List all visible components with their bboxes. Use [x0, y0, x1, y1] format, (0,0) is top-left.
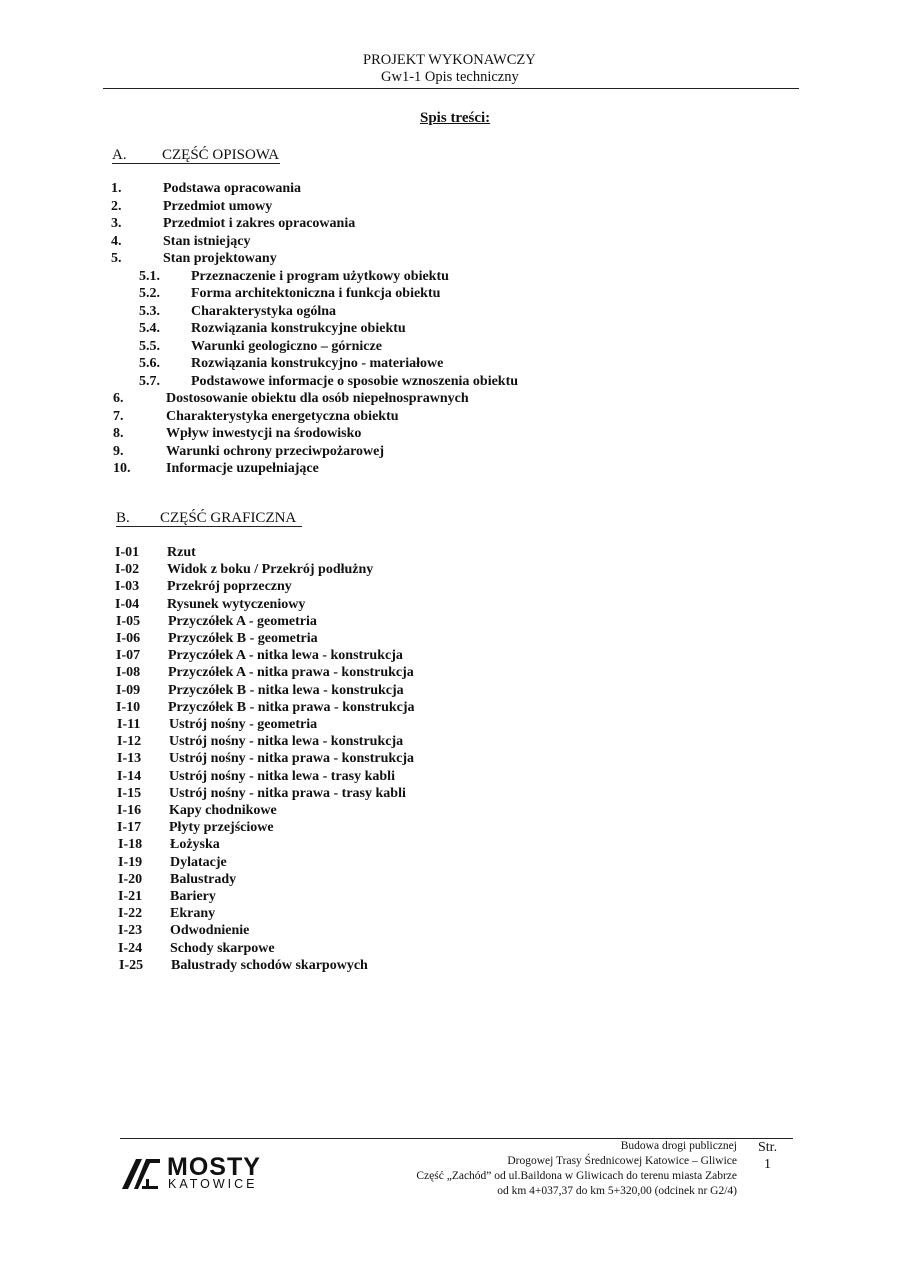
- footer-line: Drogowej Trasy Średnicowej Katowice – Gliwice: [507, 1155, 737, 1167]
- toc-item-number: 5.: [111, 251, 122, 266]
- document-title: PROJEKT WYKONAWCZY: [363, 52, 536, 68]
- toc-item-title: Rozwiązania konstrukcyjno - materiałowe: [191, 356, 444, 371]
- drawing-number: I-09: [116, 683, 141, 698]
- drawing-number: I-25: [119, 958, 144, 973]
- drawing-title: Przyczółek B - nitka prawa - konstrukcja: [168, 700, 415, 715]
- drawing-title: Odwodnienie: [170, 923, 250, 938]
- footer-project-info: [416, 1139, 737, 1199]
- drawing-title: Przekrój poprzeczny: [167, 579, 292, 594]
- toc-item-number: 2.: [111, 199, 122, 214]
- drawing-number: I-23: [118, 923, 143, 938]
- drawing-number: I-06: [116, 631, 141, 646]
- footer-line: od km 4+037,37 do km 5+320,00 (odcinek nr G2/4): [497, 1185, 737, 1197]
- drawing-number: I-13: [117, 751, 142, 766]
- toc-item-title: Rozwiązania konstrukcyjne obiektu: [191, 321, 406, 336]
- toc-item-number: 5.7.: [139, 374, 160, 389]
- drawing-number: I-03: [115, 579, 140, 594]
- toc-item-number: 1.: [111, 181, 122, 196]
- drawing-number: I-15: [117, 786, 142, 801]
- drawing-title: Kapy chodnikowe: [169, 803, 277, 818]
- toc-item-number: 5.4.: [139, 321, 160, 336]
- drawing-number: I-17: [117, 820, 142, 835]
- toc-item-title: Dostosowanie obiektu dla osób niepełnosprawnych: [166, 391, 469, 406]
- company-logo: [120, 1153, 270, 1193]
- toc-item-title: Warunki geologiczno – górnicze: [191, 339, 382, 354]
- drawing-number: I-24: [118, 941, 143, 956]
- drawing-title: Dylatacje: [170, 855, 227, 870]
- toc-item-title: Forma architektoniczna i funkcja obiektu: [191, 286, 441, 301]
- drawing-number: I-01: [115, 545, 140, 560]
- drawing-title: Balustrady schodów skarpowych: [171, 958, 368, 973]
- drawing-title: Ustrój nośny - nitka lewa - trasy kabli: [169, 769, 395, 784]
- toc-item-title: Charakterystyka energetyczna obiektu: [166, 409, 399, 424]
- drawing-title: Przyczółek A - geometria: [168, 614, 317, 629]
- drawing-title: Rzut: [167, 545, 196, 560]
- toc-item-title: Stan projektowany: [163, 251, 277, 266]
- drawing-title: Przyczółek A - nitka lewa - konstrukcja: [168, 648, 403, 663]
- toc-item-number: 9.: [113, 444, 124, 459]
- toc-item-title: Warunki ochrony przeciwpożarowej: [166, 444, 385, 459]
- footer-line: Budowa drogi publicznej: [620, 1140, 737, 1152]
- toc-item-number: 6.: [113, 391, 124, 406]
- drawing-title: Schody skarpowe: [170, 941, 275, 956]
- drawing-title: Ustrój nośny - nitka prawa - trasy kabli: [169, 786, 406, 801]
- drawing-title: Przyczółek B - nitka lewa - konstrukcja: [168, 683, 404, 698]
- toc-title: Spis treści:: [420, 110, 491, 126]
- drawing-title: Ustrój nośny - nitka lewa - konstrukcja: [169, 734, 404, 749]
- section-b-title: CZĘŚĆ GRAFICZNA: [160, 510, 297, 526]
- drawing-title: Łożyska: [170, 837, 220, 852]
- drawing-title: Bariery: [170, 889, 216, 904]
- drawing-number: I-08: [116, 665, 141, 680]
- drawing-title: Rysunek wytyczeniowy: [167, 597, 306, 612]
- drawing-number: I-21: [118, 889, 143, 904]
- drawing-title: Balustrady: [170, 872, 237, 887]
- toc-item-title: Podstawowe informacje o sposobie wznoszenia obiektu: [191, 374, 519, 389]
- drawing-number: I-14: [117, 769, 142, 784]
- toc-item-number: 5.2.: [139, 286, 160, 301]
- toc-item-number: 3.: [111, 216, 122, 231]
- section-b-letter: B.: [116, 510, 130, 526]
- drawing-title: Przyczółek A - nitka prawa - konstrukcja: [168, 665, 414, 680]
- section-a-title: CZĘŚĆ OPISOWA: [162, 147, 280, 163]
- drawing-number: I-07: [116, 648, 141, 663]
- toc-item-number: 4.: [111, 234, 122, 249]
- drawing-number: I-19: [118, 855, 143, 870]
- drawing-number: I-11: [117, 717, 141, 732]
- toc-item-title: Podstawa opracowania: [163, 181, 302, 196]
- footer-line: Część „Zachód” od ul.Baildona w Gliwicach do terenu miasta Zabrze: [416, 1170, 737, 1182]
- page-number: 1: [764, 1157, 771, 1172]
- toc-item-number: 5.1.: [139, 269, 160, 284]
- toc-item-title: Stan istniejący: [163, 234, 251, 249]
- toc-item-title: Przedmiot i zakres opracowania: [163, 216, 356, 231]
- toc-item-number: 5.3.: [139, 304, 160, 319]
- drawing-title: Ekrany: [170, 906, 216, 921]
- bridge-logo-icon: [120, 1155, 162, 1191]
- drawing-number: I-05: [116, 614, 141, 629]
- toc-item-title: Charakterystyka ogólna: [191, 304, 337, 319]
- drawing-number: I-16: [117, 803, 142, 818]
- drawing-title: Płyty przejściowe: [169, 820, 274, 835]
- header-rule: [103, 88, 799, 89]
- drawing-number: I-04: [115, 597, 140, 612]
- section-a-letter: A.: [112, 147, 127, 163]
- drawing-title: Widok z boku / Przekrój podłużny: [167, 562, 374, 577]
- page-label: Str.: [758, 1140, 778, 1155]
- drawing-title: Ustrój nośny - geometria: [169, 717, 318, 732]
- logo-text-main: MOSTY: [167, 1153, 261, 1181]
- drawing-number: I-20: [118, 872, 143, 887]
- drawing-number: I-02: [115, 562, 140, 577]
- toc-item-number: 5.5.: [139, 339, 160, 354]
- toc-item-title: Przedmiot umowy: [163, 199, 273, 214]
- toc-item-number: 8.: [113, 426, 124, 441]
- drawing-number: I-22: [118, 906, 143, 921]
- drawing-title: Ustrój nośny - nitka prawa - konstrukcja: [169, 751, 415, 766]
- toc-item-title: Wpływ inwestycji na środowisko: [166, 426, 362, 441]
- toc-item-number: 7.: [113, 409, 124, 424]
- drawing-number: I-10: [116, 700, 141, 715]
- toc-item-number: 5.6.: [139, 356, 160, 371]
- drawing-title: Przyczółek B - geometria: [168, 631, 318, 646]
- drawing-number: I-12: [117, 734, 142, 749]
- drawing-number: I-18: [118, 837, 143, 852]
- toc-item-number: 10.: [113, 461, 131, 476]
- document-subtitle: Gw1-1 Opis techniczny: [381, 69, 519, 85]
- toc-item-title: Informacje uzupełniające: [166, 461, 319, 476]
- logo-text-sub: KATOWICE: [168, 1177, 258, 1191]
- toc-item-title: Przeznaczenie i program użytkowy obiektu: [191, 269, 449, 284]
